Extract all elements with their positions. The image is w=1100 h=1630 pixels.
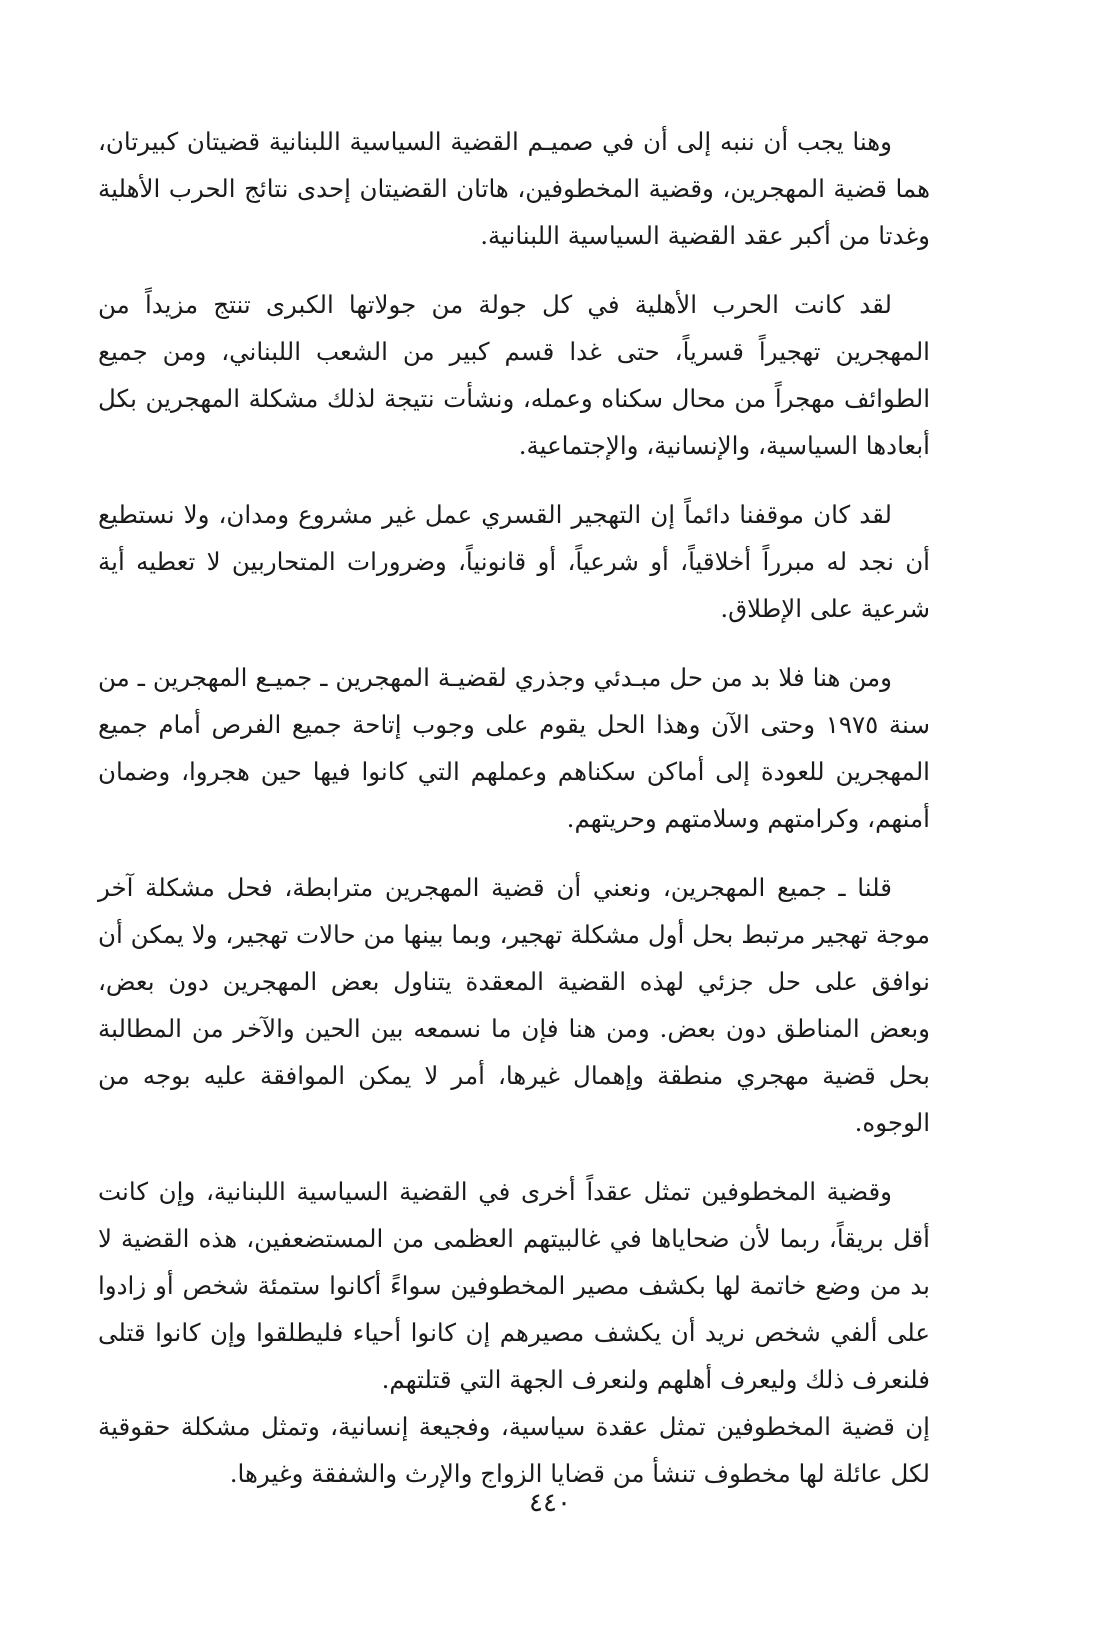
page-number: ٤٤٠ (529, 1488, 571, 1518)
paragraph-6: وقضية المخطوفين تمثل عقداً أخرى في القضية السياسية اللبنانية، وإن كانت أقل بريقاً، ربما لأن ضحاياها في غالبيتهم العظمى من المستضعفين، هذه القضية لا بد من وضع خاتمة لها بكشف مصير المخطوفين سواءً أكانوا ستمئة شخص أو زادوا على ألفي شخص نريد أن يكشف مصيرهم إن كانوا أحياء فليطلقوا وإن كانوا قتلى فلنعرف ذلك وليعرف أهلهم ولنعرف الجهة التي قتلتهم. (98, 1177, 930, 1394)
paragraph-2: لقد كانت الحرب الأهلية في كل جولة من جولاتها الكبرى تنتج مزيداً من المهجرين تهجيراً قسرياً، حتى غدا قسم كبير من الشعب اللبناني، ومن جميع الطوائف مهجراً من محال سكناه وعمله، ونشأت نتيجة لذلك مشكلة المهجرين بكل أبعادها السياسية، والإنسانية، والإجتماعية. (98, 290, 930, 460)
paragraph-4: ومن هنا فلا بد من حل مبـدئي وجذري لقضيـة المهجرين ـ جميـع المهجرين ـ من سنة ١٩٧٥ وحتى الآن وهذا الحل يقوم على وجوب إتاحة جميع الفرص أمام جميع المهجرين للعودة إلى أماكن سكناهم وعملهم التي كانوا فيها حين هجروا، وضمان أمنهم، وكرامتهم وسلامتهم وحريتهم. (98, 663, 930, 833)
paragraph-1: وهنا يجب أن ننبه إلى أن في صميـم القضية السياسية اللبنانية قضيتان كبيرتان، هما قضية المهجرين، وقضية المخطوفين، هاتان القضيتان إحدى نتائج الحرب الأهلية وغدتا من أكبر عقد القضية السياسية اللبنانية. (98, 127, 930, 250)
paragraph-3: لقد كان موقفنا دائماً إن التهجير القسري عمل غير مشروع ومدان، ولا نستطيع أن نجد له مبرراً أخلاقياً، أو شرعياً، أو قانونياً، وضرورات المتحاربين لا تعطيه أية شرعية على الإطلاق. (98, 500, 930, 623)
body-text (98, 118, 930, 1519)
paragraph-5: قلنا ـ جميع المهجرين، ونعني أن قضية المهجرين مترابطة، فحل مشكلة آخر موجة تهجير مرتبط بحل أول مشكلة تهجير، وبما بينها من حالات تهجير، ولا يمكن أن نوافق على حل جزئي لهذه القضية المعقدة يتناول بعض المهجرين دون بعض، وبعض المناطق دون بعض. ومن هنا فإن ما نسمعه بين الحين والآخر من المطالبة بحل قضية مهجري منطقة وإهمال غيرها، أمر لا يمكن الموافقة عليه بوجه من الوجوه. (98, 873, 930, 1137)
paragraph-7: إن قضية المخطوفين تمثل عقدة سياسية، وفجيعة إنسانية، وتمثل مشكلة حقوقية لكل عائلة لها مخطوف تنشأ من قضايا الزواج والإرث والشفقة وغيرها. (98, 1412, 930, 1488)
